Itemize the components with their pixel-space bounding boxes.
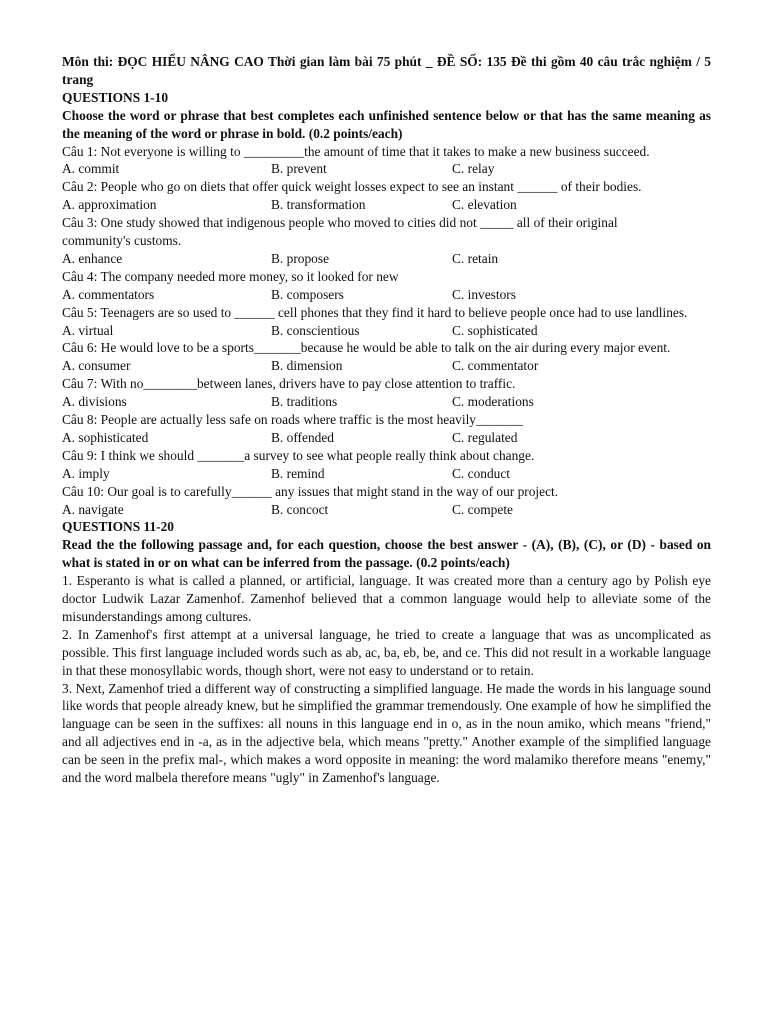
option-a: A. consumer bbox=[62, 358, 131, 374]
exam-page bbox=[62, 53, 711, 787]
section2-instruction: Read the the following passage and, for each question, choose the best answer - (A), (B), (C), or (D) - based on what is stated in or on what can be inferred from the passage. (0.2 points/each) bbox=[62, 537, 711, 571]
passage-paragraph-2: 2. In Zamenhof's first attempt at a universal language, he tried to create a language that was as uncomplicated as possible. This first language included words such as ab, ac, ba, eb, be, and ce. This did not result in a workable language in that these monosyllabic words, though short, were not easy to understand or to retain. bbox=[62, 626, 711, 678]
question-text: Câu 9: I think we should _______a survey to see what people really think about change. bbox=[62, 447, 535, 463]
option-a: A. commentators bbox=[62, 286, 155, 302]
question-text: Câu 8: People are actually less safe on roads where traffic is the most heavily_______ bbox=[62, 412, 523, 428]
question-text: Câu 10: Our goal is to carefully______ any issues that might stand in the way of our project. bbox=[62, 483, 559, 499]
question-10 bbox=[62, 483, 711, 519]
option-c: C. compete bbox=[452, 501, 513, 517]
question-text: Câu 3: One study showed that indigenous people who moved to cities did not _____ all of their original community's customs. bbox=[62, 215, 618, 249]
option-c: C. regulated bbox=[452, 429, 518, 445]
question-4 bbox=[62, 268, 711, 304]
answer-options bbox=[62, 322, 711, 340]
option-a: A. navigate bbox=[62, 501, 124, 517]
passage-paragraph-3: 3. Next, Zamenhof tried a different way of constructing a simplified language. He made the words in his language sound like words that people already knew, but he simplified the grammar tremendously. One example of how he simplified the language can be seen in the suffixes: all nouns in this language end in o, as in the noun amiko, which means "friend," and all adjectives end in -a, as in the adjective bela, which means "pretty." Another example of the simplified language can be seen in the prefix mal-, which makes a word opposite in meaning: the word malamiko therefore means "enemy," and the word malbela therefore means "ugly" in Zamenhof's language. bbox=[62, 680, 712, 786]
option-c: C. commentator bbox=[452, 358, 539, 374]
option-b: B. conscientious bbox=[271, 322, 360, 338]
option-c: C. conduct bbox=[452, 465, 511, 481]
option-a: A. imply bbox=[62, 465, 110, 481]
question-text: Câu 7: With no________between lanes, drivers have to pay close attention to traffic. bbox=[62, 376, 516, 392]
option-b: B. remind bbox=[271, 465, 325, 481]
question-3 bbox=[62, 214, 711, 268]
question-6 bbox=[62, 339, 711, 375]
question-text: Câu 6: He would love to be a sports_______because he would be able to talk on the air during every major event. bbox=[62, 340, 671, 356]
section2-title: QUESTIONS 11-20 bbox=[62, 519, 174, 535]
answer-options bbox=[62, 286, 711, 304]
passage-paragraph-1: 1. Esperanto is what is called a planned, or artificial, language. It was created more than a century ago by Polish eye doctor Ludwik Lazar Zamenhof. Zamenhof believed that a common language would help to alleviate some of the misunderstandings among cultures. bbox=[62, 573, 711, 624]
question-1 bbox=[62, 143, 711, 179]
answer-options bbox=[62, 196, 711, 214]
option-a: A. sophisticated bbox=[62, 429, 149, 445]
option-b: B. transformation bbox=[271, 197, 366, 213]
question-5 bbox=[62, 304, 711, 340]
question-list bbox=[62, 143, 711, 519]
option-c: C. investors bbox=[452, 286, 516, 302]
question-9 bbox=[62, 447, 711, 483]
option-c: C. sophisticated bbox=[452, 322, 538, 338]
section1-instruction: Choose the word or phrase that best completes each unfinished sentence below or that has the same meaning as the meaning of the word or phrase in bold. (0.2 points/each) bbox=[62, 107, 711, 141]
question-text: Câu 4: The company needed more money, so it looked for new bbox=[62, 268, 399, 284]
question-text: Câu 1: Not everyone is willing to _________the amount of time that it takes to make a new business succeed. bbox=[62, 143, 650, 159]
option-c: C. moderations bbox=[452, 394, 534, 410]
option-a: A. virtual bbox=[62, 322, 114, 338]
option-b: B. composers bbox=[271, 286, 344, 302]
question-7 bbox=[62, 375, 711, 411]
option-a: A. enhance bbox=[62, 250, 123, 266]
option-c: C. elevation bbox=[452, 197, 517, 213]
option-b: B. concoct bbox=[271, 501, 329, 517]
question-text: Câu 5: Teenagers are so used to ______ cell phones that they find it hard to believe people once had to use landlines. bbox=[62, 304, 688, 320]
question-text: Câu 2: People who go on diets that offer quick weight losses expect to see an instant ______ of their bodies. bbox=[62, 179, 642, 195]
option-a: A. approximation bbox=[62, 197, 157, 213]
option-b: B. dimension bbox=[271, 358, 343, 374]
option-b: B. offended bbox=[271, 429, 334, 445]
answer-options bbox=[62, 160, 711, 178]
answer-options bbox=[62, 501, 711, 519]
exam-header: Môn thi: ĐỌC HIỂU NÂNG CAO Thời gian làm bài 75 phút _ ĐỀ SỐ: 135 Đề thi gồm 40 câu trắc nghiệm / 5 trang bbox=[62, 54, 711, 87]
answer-options bbox=[62, 357, 711, 375]
option-b: B. traditions bbox=[271, 394, 338, 410]
section1-title: QUESTIONS 1-10 bbox=[62, 89, 169, 105]
option-b: B. prevent bbox=[271, 161, 327, 177]
option-a: A. commit bbox=[62, 161, 120, 177]
option-c: C. relay bbox=[452, 161, 495, 177]
question-2 bbox=[62, 178, 711, 214]
reading-passage bbox=[62, 572, 711, 787]
option-c: C. retain bbox=[452, 250, 499, 266]
option-a: A. divisions bbox=[62, 394, 127, 410]
answer-options bbox=[62, 465, 711, 483]
option-b: B. propose bbox=[271, 250, 330, 266]
answer-options bbox=[62, 429, 711, 447]
answer-options bbox=[62, 393, 711, 411]
answer-options bbox=[62, 250, 711, 268]
question-8 bbox=[62, 411, 711, 447]
